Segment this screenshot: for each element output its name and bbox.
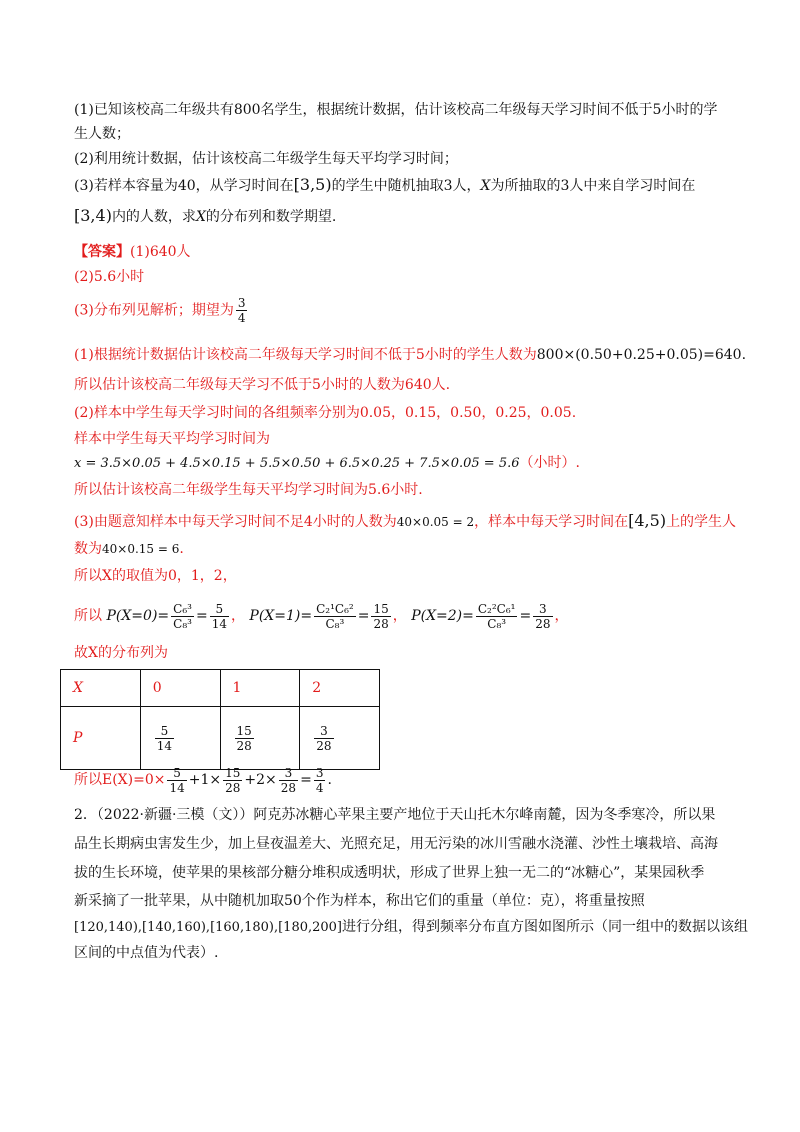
table-fraction-num: 3 — [314, 724, 333, 739]
q3-interval-2: [3,4) — [74, 206, 112, 225]
p-prefix: 所以 — [74, 608, 102, 624]
answer-2-text: (2)5.6小时 — [74, 269, 145, 285]
ex-f1-num: 5 — [167, 766, 186, 781]
solution-1a-math: 800×(0.50+0.25+0.05)=640 — [536, 347, 742, 363]
ex-fraction-4 — [314, 766, 326, 795]
sep-2: ， — [392, 608, 407, 624]
answer-1 — [74, 240, 728, 264]
question-3 — [74, 173, 728, 198]
p1-num: C₂¹C₆² — [316, 601, 354, 616]
table-fraction-num: 5 — [155, 724, 174, 739]
ex-mid-1: +1× — [188, 772, 222, 788]
solution-1a-end: . — [741, 347, 747, 363]
p2-lhs: P(X=2)= — [411, 608, 474, 624]
solution-3a-end: 上的学生人 — [666, 514, 737, 530]
question-1-cont — [74, 122, 728, 146]
solution-3a-text: (3)由题意知样本中每天学习时间不足4小时的人数为 — [74, 514, 397, 530]
solution-1a — [74, 343, 747, 367]
p1-lhs: P(X=1)= — [249, 608, 313, 624]
solution-1b — [74, 373, 728, 397]
q3-text-d: 内的人数，求 — [111, 209, 196, 225]
table-fraction-den: 14 — [156, 738, 173, 753]
problem-2-line-5 — [74, 915, 749, 940]
solution-3c-text: 所以X的取值为0，1，2， — [74, 568, 237, 584]
table-fraction-den: 28 — [236, 738, 252, 753]
probabilities-line: 所以 P(X=0)= $\frac{\text{C₆³}}{\text{C₈³}}$ = $\frac{5}{14}$ ， P(X=1)= $\frac{\text{C₂¹C₆²}}{\text{C₈³}}$ = $\frac{15}{28}$ ， P(X=2)= $\frac{\text{C₂²C₆¹}}{\text{C₈³}}$ = $\frac{3}{28}$ ， — [74, 601, 569, 631]
question-2-text: (2)利用统计数据，估计该校高二年级学生每天平均学习时间； — [74, 151, 458, 167]
p1-rnum: 15 — [373, 601, 389, 616]
solution-2a — [74, 401, 728, 425]
table-fraction-num: 15 — [236, 723, 252, 738]
solution-1a-text: (1)根据统计数据估计该校高二年级每天学习时间不低于5小时的学生人数为 — [74, 347, 537, 363]
p1-result-fraction — [371, 602, 390, 631]
p0-result-fraction — [210, 602, 229, 631]
solution-2b-text: 样本中学生每天平均学习时间为 — [74, 431, 270, 447]
table-cell-p-header: P — [61, 707, 141, 770]
solution-2d-text: 所以估计该校高二年级学生每天平均学习时间为5.6小时. — [74, 482, 423, 498]
solution-2a-text: (2)样本中学生每天学习时间的各组频率分别为0.05，0.15，0.50，0.25，0.05. — [74, 405, 577, 421]
p2-den: C₈³ — [487, 616, 507, 631]
p2-result-fraction — [533, 602, 552, 631]
solution-3b-end: . — [179, 541, 184, 557]
ex-fraction-1 — [167, 766, 186, 795]
solution-2d — [74, 478, 728, 502]
q3-text-a: (3)若样本容量为40，从学习时间在 — [74, 178, 294, 194]
table-row — [61, 670, 380, 707]
table-row — [61, 707, 380, 770]
table-fraction — [235, 724, 254, 753]
p0-den: C₈³ — [173, 616, 192, 631]
solution-3a-interval: [4,5) — [628, 511, 667, 530]
p2-rden: 28 — [535, 616, 551, 631]
answer-3-fraction — [236, 296, 248, 325]
problem-2-line-6 — [74, 941, 728, 965]
problem-2-line-2 — [74, 832, 728, 856]
question-1 — [74, 98, 728, 122]
table-cell — [140, 707, 220, 770]
p0-comb-fraction — [171, 602, 194, 631]
answer-3-num: 3 — [237, 296, 246, 310]
problem-2-line-1 — [74, 803, 728, 827]
table-fraction — [155, 724, 174, 753]
problem-2-intervals: [120,140),[140,160),[160,180),[180,200] — [74, 920, 343, 935]
ex-eq: = — [300, 772, 312, 788]
table-cell: 0 — [140, 670, 220, 707]
question-1-text: (1)已知该校高二年级共有800名学生，根据统计数据，估计该校高二年级每天学习时间不低于5小时的学 — [74, 102, 718, 118]
question-2 — [74, 147, 728, 171]
question-3-cont — [74, 204, 728, 229]
solution-3c — [74, 564, 728, 588]
question-1-cont-text: 生人数； — [74, 126, 130, 142]
ex-f2-den: 28 — [225, 780, 241, 795]
problem-2-text-3: 拔的生长环境，使苹果的果核部分糖分堆积成透明状，形成了世界上独一无二的“冰糖心”，某果园秋季 — [74, 865, 705, 881]
q3-interval-1: [3,5) — [293, 175, 332, 194]
sep-1: ， — [230, 608, 245, 624]
p0-rden: 14 — [211, 616, 227, 631]
ex-end: . — [327, 772, 332, 788]
table-fraction-den: 28 — [316, 738, 332, 753]
problem-2-text-2: 品生长期病虫害发生少，加上昼夜温差大、光照充足，用无污染的冰川雪融水浇灌、沙性土壤栽培、高海 — [74, 836, 718, 852]
p1-rden: 28 — [373, 616, 389, 631]
answer-3-den: 4 — [237, 311, 246, 325]
problem-2-line-3 — [74, 861, 728, 885]
p0-lhs: P(X=0)= — [106, 608, 170, 624]
p1-comb-fraction — [314, 602, 356, 631]
p2-comb-fraction — [476, 602, 518, 631]
solution-2b — [74, 427, 728, 451]
problem-2-line-4 — [74, 889, 728, 913]
table-cell: 2 — [300, 670, 380, 707]
ex-f4-den: 4 — [315, 780, 324, 795]
p2-num: C₂²C₆¹ — [477, 601, 516, 616]
answer-3 — [74, 296, 728, 325]
problem-2-text-1: 2．（2022·新疆·三模（文））阿克苏冰糖心苹果主要产地位于天山托木尔峰南麓，因为冬季寒冷，所以果 — [74, 807, 716, 823]
solution-3b — [74, 537, 728, 561]
solution-2c-math: x = 3.5×0.05 + 4.5×0.15 + 5.5×0.50 + 6.5×0.25 + 7.5×0.05 = 5.6 — [74, 456, 520, 471]
solution-2c-unit: （小时）. — [519, 455, 580, 471]
q3-text-e: 的分布列和数学期望. — [205, 209, 337, 225]
answer-1-text: (1)640人 — [130, 244, 191, 260]
ex-f2-num: 15 — [225, 765, 241, 780]
table-cell: 1 — [220, 670, 300, 707]
ex-f3-den: 28 — [280, 780, 297, 795]
ex-f1-den: 14 — [169, 780, 185, 795]
ex-fraction-3 — [279, 766, 298, 795]
ex-mid-2: +2× — [244, 772, 277, 788]
q3-text-c: 为所抽取的3人中来自学习时间在 — [490, 178, 696, 194]
p2-rnum: 3 — [533, 602, 552, 617]
sep-3: ， — [554, 608, 569, 624]
expectation-line — [74, 762, 728, 798]
answer-3-text: (3)分布列见解析；期望为 — [74, 302, 234, 319]
problem-2-text-6: 区间的中点值为代表）. — [74, 945, 219, 961]
solution-3a — [74, 509, 737, 534]
p0-rnum: 5 — [210, 602, 229, 617]
table-cell-x-header: X — [61, 670, 141, 707]
solution-3b-math: 40×0.15 = 6 — [102, 542, 180, 556]
q3-text-b: 的学生中随机抽取3人， — [331, 178, 481, 194]
table-cell — [220, 707, 300, 770]
answer-2 — [74, 265, 728, 289]
ex-fraction-2 — [223, 766, 242, 795]
distribution-intro-text: 故X的分布列为 — [74, 645, 168, 661]
q3-var-x: X — [480, 178, 491, 194]
solution-1b-text: 所以估计该校高二年级每天学习不低于5小时的人数为640人. — [74, 377, 451, 393]
solution-3a-mid: ，样本中每天学习时间在 — [474, 514, 629, 530]
solution-2c — [74, 451, 728, 476]
solution-3b-pre: 数为 — [74, 541, 102, 557]
p0-num: C₆³ — [173, 601, 192, 616]
p1-den: C₈³ — [325, 616, 345, 631]
problem-2-text-5: 进行分组，得到频率分布直方图如图所示（同一组中的数据以该组 — [342, 919, 749, 935]
q3-var-x-2: X — [195, 209, 206, 225]
solution-3a-math: 40×0.05 = 2 — [396, 515, 475, 529]
problem-2-text-4: 新采摘了一批苹果，从中随机加取50个作为样本，称出它们的重量（单位：克），将重量按照 — [74, 893, 645, 909]
table-cell — [300, 707, 380, 770]
ex-f3-num: 3 — [279, 766, 298, 781]
ex-prefix: 所以E(X)=0× — [74, 772, 166, 788]
distribution-intro — [74, 641, 728, 665]
ex-f4-num: 3 — [315, 765, 324, 780]
answer-label: 【答案】 — [74, 244, 130, 260]
distribution-table — [60, 669, 380, 770]
table-fraction — [314, 724, 333, 753]
